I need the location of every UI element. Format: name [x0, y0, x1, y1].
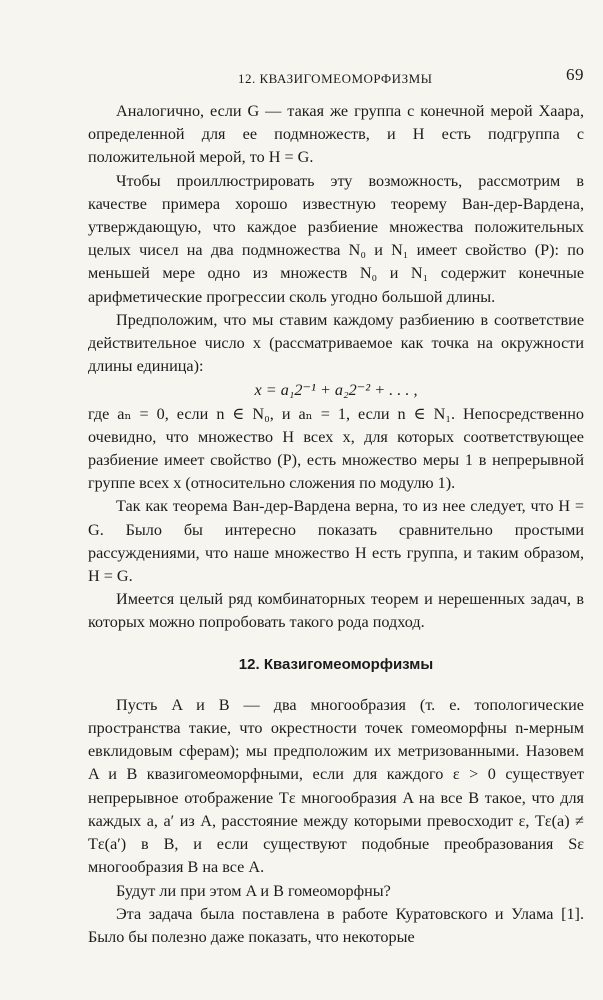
series-formula: x = a₁2⁻¹ + a₂2⁻² + . . . ,	[254, 381, 418, 400]
page-number: 69	[566, 65, 584, 84]
paragraph-2: Чтобы проиллюстрировать эту возможность, рассмотрим в качестве примера хорошо известную теорему Ван-дер-Вардена, утверждающую, что каждое разбиение множества положительных целых чисел на два подмножества N₀ и N₁ имеет свойство (P): по меньшей мере одно из множеств N₀ и N₁ содержит конечные арифметические прогрессии сколь угодно большой длины.	[88, 171, 584, 306]
running-title: 12. КВАЗИГОМЕОМОРФИЗМЫ	[238, 71, 433, 86]
paragraph-8: Будут ли при этом A и B гомеоморфны?	[116, 881, 391, 900]
main-text	[88, 100, 584, 949]
paragraph-7: Пусть A и B — два многообразия (т. е. топологические пространства такие, что окрестности точек гомеоморфны n-мерным евклидовым сферам); мы предположим их метризованными. Назовем A и B квазигомеоморфными, если для каждого ε > 0 существует непрерывное отображение Tε многообразия A на все B такое, что для каждых a, a′ из A, расстояние между которыми превосходит ε, Tε(a) ≠ Tε(a′) в B, и если существуют подобные преобразования Sε многообразия B на все A.	[88, 695, 584, 877]
paragraph-3: Предположим, что мы ставим каждому разбиению в соответствие действительное число x (рассматриваемое как точка на окружности длины единица):	[88, 310, 584, 376]
section-heading: 12. Квазигомеоморфизмы	[238, 655, 434, 673]
paragraph-9: Эта задача была поставлена в работе Куратовского и Улама [1]. Было бы полезно даже показать, что некоторые	[88, 904, 584, 946]
paragraph-1: Аналогично, если G — такая же группа с конечной мерой Хаара, определенной для ее подмножеств, и H есть подгруппа с положительной мерой, то H = G.	[88, 102, 584, 167]
paragraph-5: Так как теорема Ван-дер-Вардена верна, то из нее следует, что H = G. Было бы интересно показать сравнительно простыми рассуждениями, что наше множество H есть группа, и таким образом, H = G.	[88, 497, 584, 586]
paragraph-4: где aₙ = 0, если n ∈ N₀, и aₙ = 1, если n ∈ N₁. Непосредственно очевидно, что множество H всех x, для которых соответствующее разбиение имеет свойство (P), есть множество меры 1 в непрерывной группе всех x (относительно сложения по модулю 1).	[88, 404, 584, 493]
paragraph-6: Имеется целый ряд комбинаторных теорем и нерешенных задач, в которых можно попробовать такого рода подход.	[88, 590, 584, 632]
